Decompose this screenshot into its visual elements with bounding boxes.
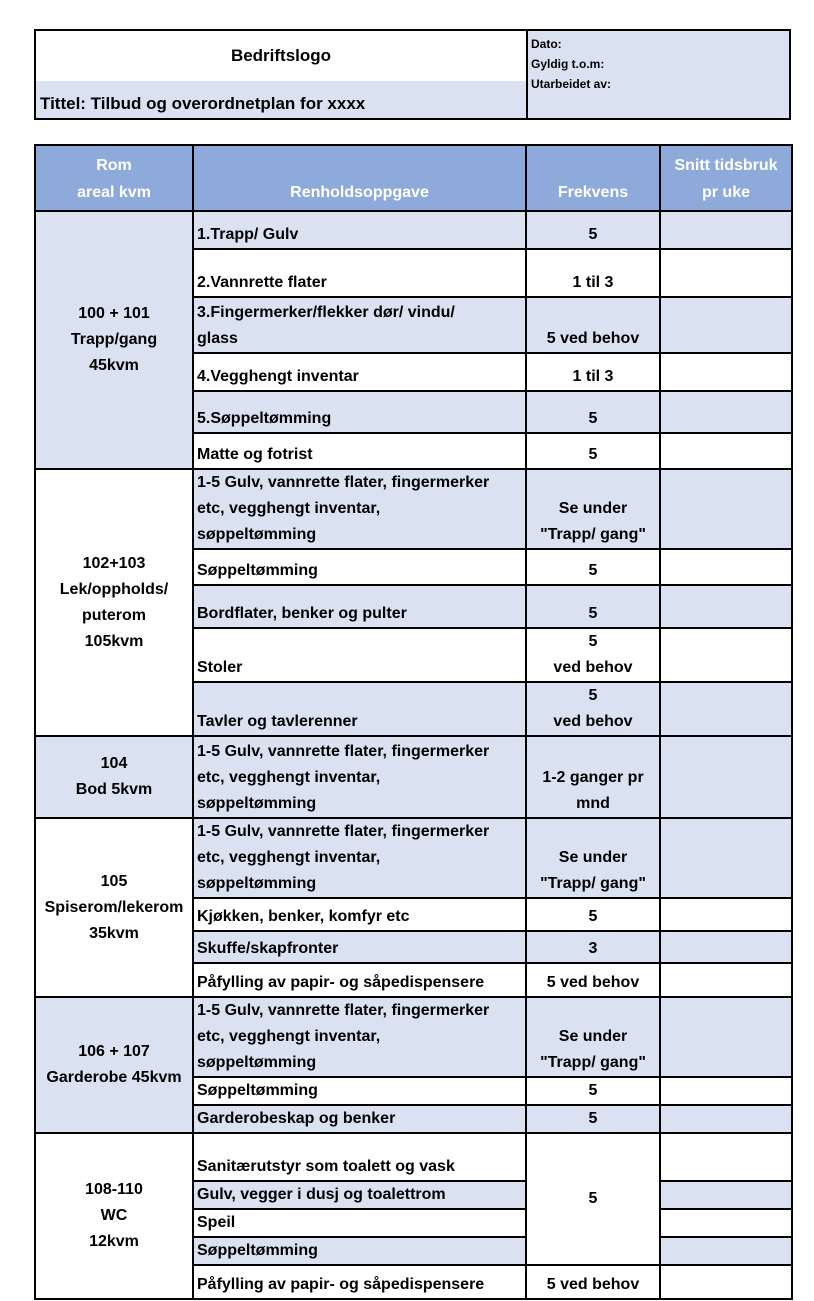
task-cell: Skuffe/skapfronter — [193, 931, 526, 963]
frequency-cell: 1-2 ganger pr mnd — [526, 736, 660, 818]
frequency-cell: 5 — [526, 585, 660, 628]
task-cell: Søppeltømming — [193, 549, 526, 585]
task-cell: 1-5 Gulv, vannrette flater, fingermerker etc, vegghengt inventar, søppeltømming — [193, 997, 526, 1077]
table-header-row — [35, 145, 792, 211]
task-cell: 1-5 Gulv, vannrette flater, fingermerker etc, vegghengt inventar, søppeltømming — [193, 469, 526, 549]
task-cell: Gulv, vegger i dusj og toalettrom — [193, 1181, 526, 1209]
time-per-week-cell[interactable] — [660, 1265, 792, 1299]
task-cell: 5.Søppeltømming — [193, 391, 526, 433]
frequency-cell: 5 — [526, 549, 660, 585]
task-cell: 4.Vegghengt inventar — [193, 353, 526, 391]
time-per-week-cell[interactable] — [660, 249, 792, 297]
time-per-week-cell[interactable] — [660, 628, 792, 682]
document-title: Tittel: Tilbud og overordnetplan for xxxx — [36, 81, 526, 118]
room-cell: 106 + 107 Garderobe 45kvm — [35, 997, 193, 1133]
task-cell: 1.Trapp/ Gulv — [193, 211, 526, 249]
time-per-week-cell[interactable] — [660, 391, 792, 433]
time-per-week-cell[interactable] — [660, 469, 792, 549]
table-row — [35, 1133, 792, 1181]
task-cell: Speil — [193, 1209, 526, 1237]
frequency-cell: 5 ved behov — [526, 682, 660, 736]
task-cell: Garderobeskap og benker — [193, 1105, 526, 1133]
frequency-cell: Se under "Trapp/ gang" — [526, 997, 660, 1077]
task-cell: Matte og fotrist — [193, 433, 526, 469]
frequency-cell: 5 ved behov — [526, 628, 660, 682]
frequency-cell: 5 ved behov — [526, 1265, 660, 1299]
time-per-week-cell[interactable] — [660, 353, 792, 391]
task-cell: Stoler — [193, 628, 526, 682]
prepared-by-label: Utarbeidet av: — [531, 77, 612, 91]
frequency-cell: 5 — [526, 433, 660, 469]
task-cell: Kjøkken, benker, komfyr etc — [193, 898, 526, 931]
frequency-cell: 5 — [526, 1105, 660, 1133]
document-header — [34, 29, 791, 120]
table-row — [35, 469, 792, 549]
room-cell: 104 Bod 5kvm — [35, 736, 193, 818]
task-cell: Bordflater, benker og pulter — [193, 585, 526, 628]
frequency-cell: 5 ved behov — [526, 297, 660, 353]
frequency-cell: Se under "Trapp/ gang" — [526, 818, 660, 898]
header-frequency: Frekvens — [526, 145, 660, 211]
time-per-week-cell[interactable] — [660, 736, 792, 818]
table-row — [35, 736, 792, 818]
header-room: Rom areal kvm — [35, 145, 193, 211]
frequency-cell: 1 til 3 — [526, 249, 660, 297]
frequency-cell: 5 ved behov — [526, 963, 660, 997]
task-cell: 2.Vannrette flater — [193, 249, 526, 297]
time-per-week-cell[interactable] — [660, 211, 792, 249]
company-logo-placeholder: Bedriftslogo — [36, 31, 526, 83]
header-task: Renholdsoppgave — [193, 145, 526, 211]
table-row — [35, 818, 792, 898]
time-per-week-cell[interactable] — [660, 1209, 792, 1237]
room-cell: 102+103 Lek/oppholds/ puterom 105kvm — [35, 469, 193, 736]
time-per-week-cell[interactable] — [660, 549, 792, 585]
time-per-week-cell[interactable] — [660, 1105, 792, 1133]
frequency-cell: 5 — [526, 1077, 660, 1105]
frequency-cell: 5 — [526, 391, 660, 433]
task-cell: Tavler og tavlerenner — [193, 682, 526, 736]
time-per-week-cell[interactable] — [660, 1237, 792, 1265]
task-cell: Sanitærutstyr som toalett og vask — [193, 1133, 526, 1181]
time-per-week-cell[interactable] — [660, 297, 792, 353]
frequency-cell: 5 — [526, 898, 660, 931]
time-per-week-cell[interactable] — [660, 963, 792, 997]
time-per-week-cell[interactable] — [660, 433, 792, 469]
task-cell: Søppeltømming — [193, 1077, 526, 1105]
frequency-cell: Se under "Trapp/ gang" — [526, 469, 660, 549]
valid-until-label: Gyldig t.o.m: — [531, 57, 605, 71]
room-cell: 100 + 101 Trapp/gang 45kvm — [35, 211, 193, 469]
time-per-week-cell[interactable] — [660, 682, 792, 736]
room-cell: 105 Spiserom/lekerom 35kvm — [35, 818, 193, 997]
frequency-cell: 3 — [526, 931, 660, 963]
task-cell: 1-5 Gulv, vannrette flater, fingermerker etc, vegghengt inventar, søppeltømming — [193, 736, 526, 818]
task-cell: Påfylling av papir- og såpedispensere — [193, 963, 526, 997]
time-per-week-cell[interactable] — [660, 931, 792, 963]
cleaning-plan-table — [34, 144, 793, 1300]
date-label: Dato: — [531, 37, 562, 51]
task-cell: 3.Fingermerker/flekker dør/ vindu/ glass — [193, 297, 526, 353]
frequency-cell: 5 — [526, 1133, 660, 1265]
document-meta — [526, 31, 789, 118]
room-cell: 108-110 WC 12kvm — [35, 1133, 193, 1299]
time-per-week-cell[interactable] — [660, 1133, 792, 1181]
header-time: Snitt tidsbruk pr uke — [660, 145, 792, 211]
frequency-cell: 1 til 3 — [526, 353, 660, 391]
task-cell: Påfylling av papir- og såpedispensere — [193, 1265, 526, 1299]
table-row — [35, 997, 792, 1077]
time-per-week-cell[interactable] — [660, 898, 792, 931]
table-row — [35, 211, 792, 249]
frequency-cell: 5 — [526, 211, 660, 249]
time-per-week-cell[interactable] — [660, 818, 792, 898]
time-per-week-cell[interactable] — [660, 1077, 792, 1105]
time-per-week-cell[interactable] — [660, 997, 792, 1077]
time-per-week-cell[interactable] — [660, 1181, 792, 1209]
task-cell: 1-5 Gulv, vannrette flater, fingermerker etc, vegghengt inventar, søppeltømming — [193, 818, 526, 898]
time-per-week-cell[interactable] — [660, 585, 792, 628]
task-cell: Søppeltømming — [193, 1237, 526, 1265]
